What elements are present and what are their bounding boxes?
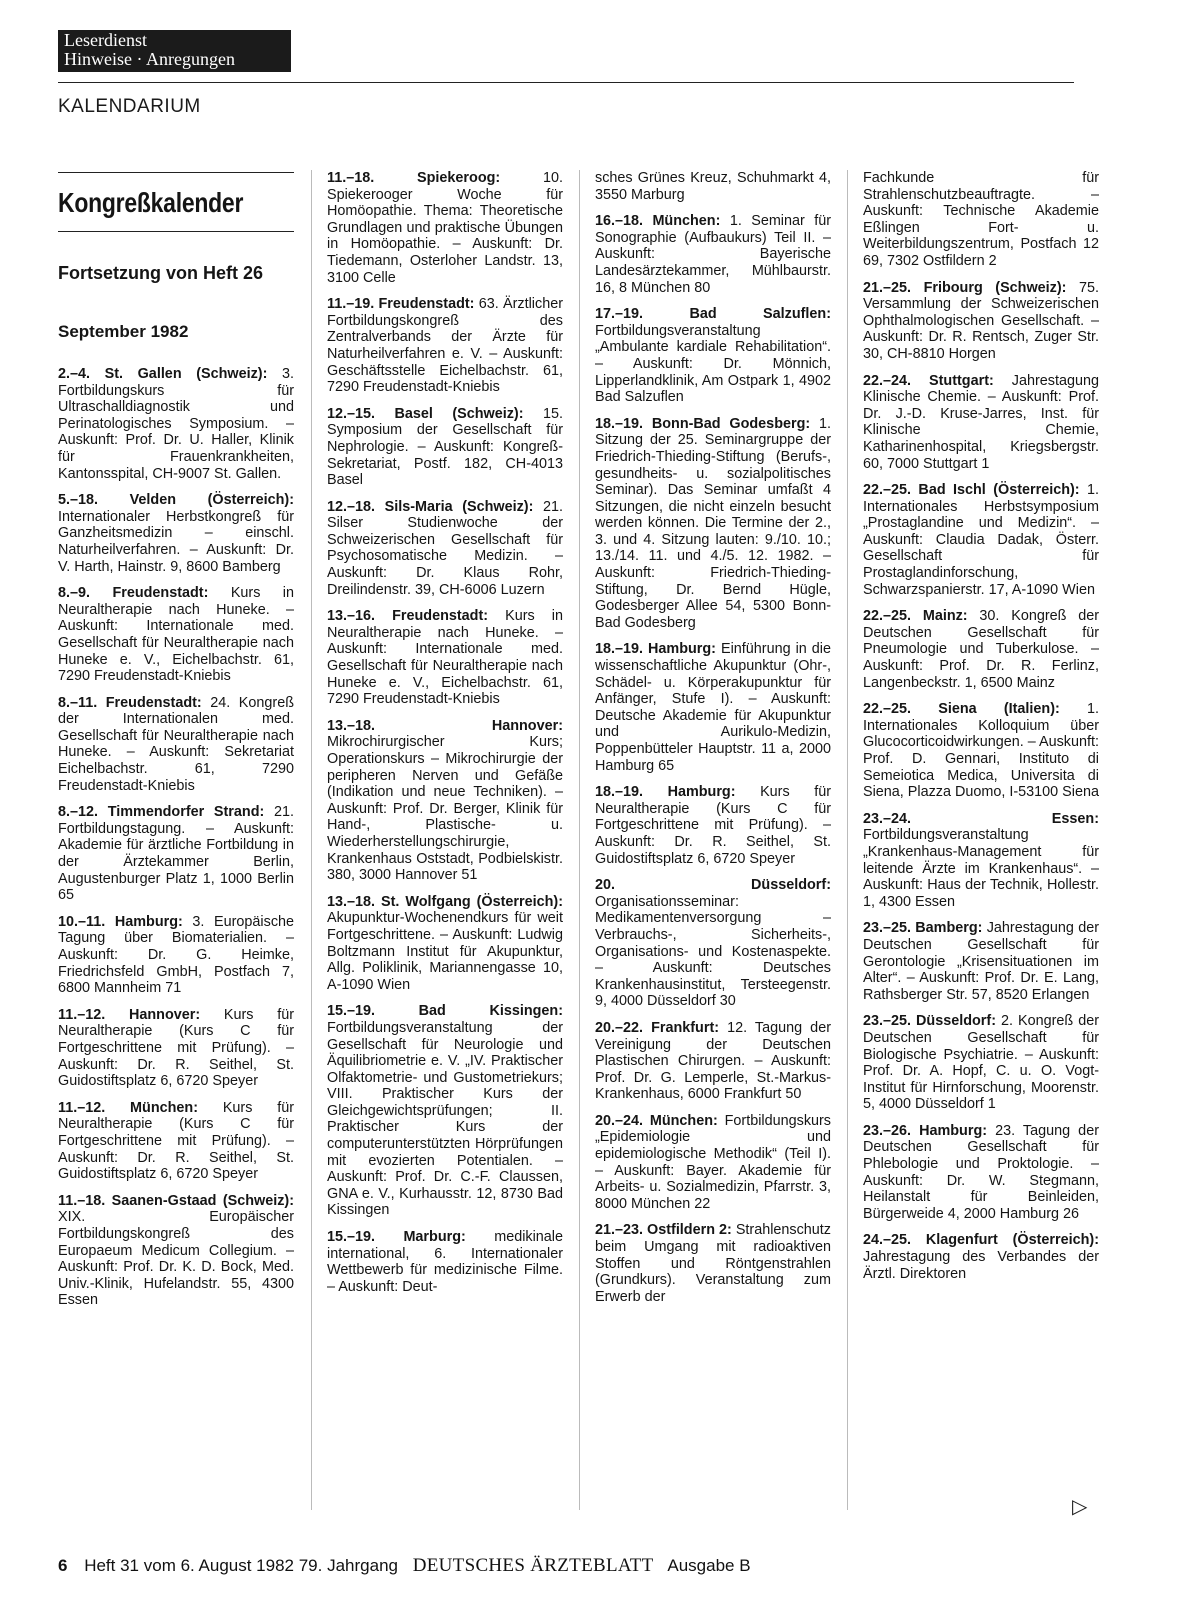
entry-date: 20.–24.: [595, 1112, 644, 1129]
entry-date: 18.–19.: [595, 641, 644, 658]
calendar-entry: [327, 1003, 563, 1219]
entry-date: 18.–19.: [595, 415, 644, 432]
entry-text: Fortbildungsveranstaltung „Ambulante kardiale Rehabilitation“. – Auskunft: Dr. Mönnich, Lipperlandklinik, Am Ostpark 1, 4902 Bad Salzuflen: [595, 322, 831, 406]
entry-place: Bad Ischl (Österreich):: [918, 482, 1080, 499]
column-divider: [311, 170, 312, 1510]
entry-place: Bonn-Bad Godesberg:: [651, 415, 811, 432]
entry-date: 13.–16.: [327, 608, 376, 625]
entry-date: 2.–4.: [58, 366, 91, 382]
calendar-entry: [327, 170, 563, 286]
entry-place: Frankfurt:: [651, 1019, 720, 1036]
calendar-entry: [58, 1007, 294, 1090]
entry-text: Organisationsseminar: Medikamentenversorgung – Verbrauchs-, Sicherheits-, Organisations- und Kostenaspekte. – Auskunft: Deutsches Krankenhausinstitut, Tersteegenstr. 9, 4000 Düsseldorf 30: [595, 893, 831, 1010]
entry-text: Kurs für Neuraltherapie (Kurs C für Fortgeschrittene mit Prüfung). – Auskunft: Dr. R. Seithel, St. Guidostiftsplatz 6, 6720 Speyer: [58, 1006, 294, 1090]
entry-text: Internationaler Herbstkongreß für Ganzheitsmedizin – einschl. Naturheilverfahren. – Auskunft: Dr. V. Harth, Hainstr. 9, 8600 Bamberg: [58, 508, 294, 575]
calendar-entry: [863, 701, 1099, 801]
calendar-entry: [863, 920, 1099, 1003]
entry-text: Kurs für Neuraltherapie (Kurs C für Fortgeschrittene mit Prüfung). – Auskunft: Dr. R. Seithel, St. Guidostiftsplatz 6, 6720 Speyer: [58, 1099, 295, 1183]
entry-date: 20.: [595, 877, 616, 894]
entry-text: 1. Internationales Kolloquium über Glucocorticoidwirkungen. – Auskunft: Prof. D. Gennari, Instituto di Semeiotica Medica, Universita di Siena, Plazza Duomo, I-53100 Siena: [863, 701, 1099, 801]
entry-place: Hannover:: [491, 717, 563, 734]
entry-text: Einführung in die wissenschaftliche Akupunktur (Ohr-, Schädel- u. Körperakupunktur für Anfänger, Stufe I). – Auskunft: Deutsche Akademie für Akupunktur und Aurikulo-Medizin, Poppenbütteler Hauptstr. 11 a, 2000 Hamburg 65: [595, 641, 831, 774]
calendar-entry: [595, 784, 831, 867]
entry-place: Bad Salzuflen:: [689, 306, 831, 323]
entry-date: 11.–12.: [58, 1006, 106, 1023]
entry-date: 24.–25.: [863, 1232, 912, 1249]
calendar-entry: [58, 914, 294, 997]
entry-date: 15.–19.: [327, 1229, 376, 1246]
calendar-entry: [58, 1193, 294, 1309]
entry-place: St. Wolfgang (Österreich):: [381, 893, 563, 910]
column-divider: [847, 170, 848, 1510]
triangle-right-icon: ▷: [1072, 1496, 1088, 1518]
calendar-entry: [863, 1232, 1099, 1282]
calendar-entry: [595, 416, 831, 632]
entry-date: 23.–25.: [863, 920, 912, 937]
calendar-entry: [327, 296, 563, 396]
entry-text: 1. Seminar für Sonographie (Aufbaukurs) Teil II. – Auskunft: Bayerische Landesärztekammer, Mühlbaurstr. 16, 8 München 80: [595, 213, 832, 296]
entry-place: Velden (Österreich):: [129, 492, 294, 509]
entry-date: 17.–19.: [595, 306, 644, 323]
calendar-entry: [58, 804, 294, 904]
calendar-entry: [327, 499, 563, 599]
entry-text: 1. Internationales Herbstsymposium „Prostaglandine und Medizin“. – Auskunft: Claudia Dadak, Österr. Gesellschaft für Prostaglandinforschung, Schwarzspanierstr. 17, A-1090 Wien: [863, 482, 1099, 598]
entry-text: 10. Spiekerooger Woche für Homöopathie. Thema: Theoretische Grundlagen und praktische Übungen in Homöopathie. – Auskunft: Dr. Tiedemann, Osterloher Landstr. 13, 3100 Celle: [327, 170, 564, 286]
entry-place: Hamburg:: [919, 1122, 988, 1139]
entry-place: Bad Kissingen:: [418, 1003, 564, 1020]
calendar-entry: [327, 608, 563, 708]
column-4: [863, 170, 1099, 1292]
entry-date: 21.–25.: [863, 279, 912, 296]
calendar-entry: [595, 170, 831, 203]
entry-date: 23.–24.: [863, 810, 912, 827]
entry-text: Strahlenschutz beim Umgang mit radioaktiven Stoffen und Röntgenstrahlen (Grundkurs). Veranstaltung zum Erwerb der: [595, 1222, 832, 1305]
entry-date: 22.–24.: [863, 372, 912, 389]
calendar-entry: [58, 695, 294, 795]
title-rule-bottom: [58, 231, 294, 232]
entry-place: Spiekeroog:: [417, 170, 501, 186]
entry-text: 1. Sitzung der 25. Seminargruppe der Friedrich-Thieding-Stiftung (Berufs-, gesundheits- u. sozialpolitisches Seminar). Das Seminar umfaßt 4 Sitzungen, die nicht einzeln besucht werden können. Die Termine der 2., 3. und 4. Sitzung lauten: 9./10. 10.; 13./14. 11. und 4./5. 12. 1982. – Auskunft: Friedrich-Thieding-Stiftung, Dr. Bernd Hügle, Godesberger Allee 54, 5300 Bonn-Bad Godesberg: [595, 415, 832, 631]
entry-place: Düsseldorf:: [916, 1013, 996, 1030]
month-heading: September 1982: [58, 322, 189, 341]
entry-place: Freudenstadt:: [105, 694, 202, 711]
entry-place: München:: [130, 1099, 198, 1116]
entry-text: 12. Tagung der Vereinigung der Deutschen Plastischen Chirurgen. – Auskunft: Prof. Dr. G. Lemperle, St.-Markus-Krankenhaus, 6000 Frankfurt 50: [595, 1019, 831, 1103]
entry-place: Ostfildern 2:: [647, 1222, 732, 1239]
entry-place: Fribourg (Schweiz):: [923, 279, 1067, 296]
entry-place: Basel (Schweiz):: [394, 405, 524, 422]
entry-date: 12.–15.: [327, 405, 376, 422]
calendar-entry: [595, 213, 831, 296]
issue-info: Heft 31 vom 6. August 1982 79. Jahrgang: [84, 1556, 398, 1575]
calendar-entry: [58, 1100, 294, 1183]
calendar-entry: [327, 718, 563, 884]
entry-date: 21.–23.: [595, 1222, 644, 1239]
entry-text: 24. Kongreß der Internationalen med. Gesellschaft für Neuraltherapie nach Huneke. – Auskunft: Sekretariat Eichelbachstr. 61, 7290 Freudenstadt-Kniebis: [58, 694, 295, 794]
entry-place: Sils-Maria (Schweiz):: [384, 498, 534, 515]
entry-date: 23.–26.: [863, 1122, 912, 1139]
entry-place: Timmendorfer Strand:: [107, 804, 265, 821]
calendar-entry: [595, 306, 831, 406]
entry-text: Akupunktur-Wochenendkurs für weit Fortgeschrittene. – Auskunft: Ludwig Boltzmann Institut für Akupunktur, Allg. Poliklinik, Mariannengasse 10, A-1090 Wien: [327, 910, 563, 993]
entry-text: Jahrestagung der Deutschen Gesellschaft für Gerontologie „Krisensituationen im Alter“. – Auskunft: Prof. Dr. E. Lang, Rathsberger Str. 57, 8520 Erlangen: [863, 920, 1099, 1003]
entry-text: Kurs in Neuraltherapie nach Huneke. – Auskunft: Internationale med. Gesellschaft für Neuraltherapie nach Huneke e. V., Eichelbachstr. 61, 7290 Freudenstadt-Kniebis: [58, 585, 295, 685]
calendar-entry: [863, 811, 1099, 911]
column-1: [58, 172, 294, 1319]
entry-text: 3. Fortbildungskurs für Ultraschalldiagnostik und Perinatologisches Symposium. – Auskunft: Prof. Dr. U. Haller, Klinik für Frauenkrankheiten, Kantonsspital, CH-9007 St. Gallen.: [58, 366, 294, 482]
entry-place: St. Gallen (Schweiz):: [104, 366, 268, 382]
entry-date: 5.–18.: [58, 492, 99, 509]
entry-text: Kurs für Neuraltherapie (Kurs C für Fortgeschrittene mit Prüfung). – Auskunft: Dr. R. Seithel, St. Guidostiftsplatz 6, 6720 Speyer: [595, 784, 832, 867]
section-label: KALENDARIUM: [58, 96, 201, 117]
page-footer: [58, 1555, 751, 1577]
entry-place: Stuttgart:: [929, 372, 994, 389]
title-rule-top: [58, 172, 294, 173]
entry-text: 63. Ärztlicher Fortbildungskongreß des Zentralverbands der Ärzte für Naturheilverfahren e. V. – Auskunft: Geschäftsstelle Eichelbachstr. 61, 7290 Freudenstadt-Kniebis: [327, 296, 564, 396]
entry-date: 8.–11.: [58, 694, 98, 711]
section-header-box: [58, 30, 291, 72]
entry-place: Hamburg:: [667, 784, 736, 801]
entry-text: 30. Kongreß der Deutschen Gesellschaft für Pneumologie und Tuberkulose. – Auskunft: Prof. Dr. R. Ferlinz, Langenbeckstr. 1, 6500 Mainz: [863, 608, 1100, 691]
entry-place: Klagenfurt (Österreich):: [925, 1232, 1099, 1249]
entry-text: 21. Fortbildungstagung. – Auskunft: Akademie für ärztliche Fortbildung in der Ärztekammer Berlin, Augustenburger Platz 1, 1000 Berlin 65: [58, 804, 294, 904]
entry-text: Mikrochirurgischer Kurs; Operationskurs – Mikrochirurgie der peripheren Nerven und Gefäße (Indikation und neue Techniken). – Auskunft: Prof. Dr. Berger, Klinik für Hand-, Plastische- u. Wiederherstellungschirurgie, Krankenhaus Oststadt, Podbielskistr. 380, 3000 Hannover 51: [327, 734, 563, 884]
journal-name: DEUTSCHES ÄRZTEBLATT: [412, 1555, 654, 1576]
entry-text: 75. Versammlung der Schweizerischen Ophthalmologischen Gesellschaft. – Auskunft: Dr. R. Rentsch, Zuger Str. 30, CH-8810 Horgen: [863, 279, 1100, 362]
entry-place: Saanen-Gstaad (Schweiz):: [111, 1192, 294, 1209]
calendar-entry: [863, 280, 1099, 363]
entry-text: 15. Symposium der Gesellschaft für Nephrologie. – Auskunft: Kongreß-Sekretariat, Postf. 182, CH-4013 Basel: [327, 405, 563, 489]
entry-place: Bamberg:: [915, 920, 983, 937]
calendar-entry: [595, 641, 831, 774]
entry-text: XIX. Europäischer Fortbildungskongreß des Europaeum Medicum Collegium. – Auskunft: Prof. Dr. K. D. Bock, Med. Univ.-Klinik, Hufelandstr. 55, 4300 Essen: [58, 1209, 294, 1309]
subtitle: Fortsetzung von Heft 26: [58, 263, 264, 283]
entry-date: 20.–22.: [595, 1019, 644, 1036]
entry-text: medikinale international, 6. Internationaler Wettbewerb für medizinische Filme. – Auskunft: Deut-: [327, 1229, 564, 1295]
entry-text: 23. Tagung der Deutschen Gesellschaft für Phlebologie und Proktologie. – Auskunft: Dr. W. Stegmann, Heilanstalt für Beinleiden, Bürgerweide 4, 2000 Hamburg 26: [863, 1122, 1099, 1222]
entry-place: Siena (Italien):: [938, 701, 1060, 718]
entry-place: München:: [652, 213, 721, 230]
entry-place: Düsseldorf:: [751, 877, 831, 894]
calendar-entry: [863, 1013, 1099, 1113]
entry-date: 18.–19.: [595, 784, 644, 801]
calendar-entry: [863, 1123, 1099, 1223]
entry-date: 22.–25.: [863, 701, 912, 718]
entry-text: 2. Kongreß der Deutschen Gesellschaft für Biologische Psychiatrie. – Auskunft: Prof. Dr. A. Hopf, C. u. O. Vogt-Institut für Hirnforschung, Moorenstr. 5, 4000 Düsseldorf 1: [863, 1013, 1100, 1113]
entry-place: Freudenstadt:: [112, 585, 209, 602]
calendar-entry: [863, 170, 1099, 270]
entry-date: 10.–11.: [58, 913, 106, 930]
entry-date: 11.–12.: [58, 1099, 106, 1116]
entry-date: 15.–19.: [327, 1003, 376, 1020]
calendar-entry: [595, 1113, 831, 1213]
entry-place: Hamburg:: [114, 913, 183, 930]
entry-date: 16.–18.: [595, 213, 644, 230]
entry-text: 21. Silser Studienwoche der Schweizerischen Gesellschaft für Psychosomatische Medizin. – Auskunft: Dr. Klaus Rohr, Dreilindenstr. 39, CH-6006 Luzern: [327, 498, 563, 598]
calendar-entry: [863, 608, 1099, 691]
entry-date: 23.–25.: [863, 1013, 912, 1030]
entry-date: 8.–12.: [58, 804, 99, 821]
calendar-entry: [595, 877, 831, 1010]
entry-place: Freudenstadt:: [378, 296, 475, 313]
page-number: 6: [58, 1556, 68, 1575]
page-title: Kongreßkalender: [58, 187, 244, 218]
calendar-entry: [863, 482, 1099, 598]
entry-text: Fachkunde für Strahlenschutzbeauftragte. – Auskunft: Technische Akademie Eßlingen Fort- u. Weiterbildungszentrum, Postfach 12 69, 7302 Ostfildern 2: [863, 170, 1099, 269]
entry-date: 13.–18.: [327, 717, 376, 734]
entry-place: München:: [649, 1112, 718, 1129]
calendar-entry: [595, 1020, 831, 1103]
column-3: [595, 170, 831, 1315]
entry-date: 22.–25.: [863, 608, 912, 625]
calendar-entry: [595, 1222, 831, 1305]
entry-date: 11.–18.: [58, 1192, 106, 1209]
entry-date: 22.–25.: [863, 482, 912, 499]
entry-date: 13.–18.: [327, 893, 376, 910]
entry-text: Fortbildungsveranstaltung der Gesellschaft für Neurologie und Äquilibriometrie e. V. „IV. Praktischer Olfaktometrie- und Gustometriekurs; VIII. Praktischer Kurs der Gleichgewichtsprüfungen; II. Praktischer Kurs der computerunterstützten Hörprüfungen mit evozierten Potentialen. – Auskunft: Prof. Dr. C.-F. Claussen, GNA e. V., Kurhausstr. 12, 8730 Bad Kissingen: [327, 1019, 563, 1219]
calendar-entry: [863, 373, 1099, 473]
column-2: [327, 170, 563, 1305]
column-divider: [579, 170, 580, 1510]
entry-place: Hamburg:: [648, 641, 716, 658]
entry-place: Marburg:: [403, 1229, 466, 1246]
calendar-entry: [327, 406, 563, 489]
edition: Ausgabe B: [667, 1556, 751, 1575]
header-box-line2: Hinweise · Anregungen: [64, 49, 235, 69]
entry-date: 12.–18.: [327, 498, 376, 515]
entry-text: Jahrestagung des Verbandes der Ärztl. Direktoren: [863, 1249, 1099, 1282]
entry-date: 11.–19.: [327, 296, 375, 313]
header-rule: [58, 82, 1074, 83]
calendar-entry: [58, 492, 294, 575]
entry-text: sches Grünes Kreuz, Schuhmarkt 4, 3550 Marburg: [595, 170, 831, 203]
entry-place: Freudenstadt:: [392, 608, 489, 625]
header-box-line1: Leserdienst: [64, 30, 147, 50]
entry-text: Fortbildungsveranstaltung „Krankenhaus-Management für leitende Ärzte im Krankenhaus“. – Auskunft: Haus der Technik, Hollestr. 1, 4300 Essen: [863, 827, 1099, 910]
calendar-entry: [327, 1229, 563, 1295]
entry-place: Hannover:: [128, 1006, 201, 1023]
entry-text: Kurs in Neuraltherapie nach Huneke. – Auskunft: Internationale med. Gesellschaft für Neuraltherapie nach Huneke e. V., Eichelbachstr. 61, 7290 Freudenstadt-Kniebis: [327, 608, 563, 708]
calendar-entry: [327, 894, 563, 994]
entry-date: 11.–18.: [327, 170, 375, 186]
entry-text: Fortbildungskurs „Epidemiologie und epidemiologische Methodik“ (Teil I). – Auskunft: Bayer. Akademie für Arbeits- u. Sozialmedizin, Pfarrstr. 3, 8000 München 22: [595, 1112, 832, 1212]
entry-place: Mainz:: [922, 608, 968, 625]
entry-text: 3. Europäische Tagung über Biomaterialien. – Auskunft: Dr. G. Heimke, Friedrichsfeld GmbH, Postfach 7, 6800 Mannheim 71: [58, 913, 295, 997]
entry-date: 8.–9.: [58, 585, 91, 602]
calendar-entry: [58, 585, 294, 685]
entry-text: Jahrestagung Klinische Chemie. – Auskunft: Prof. Dr. J.-D. Kruse-Jarres, Inst. für Klinische Chemie, Katharinenhospital, Kriegsbergstr. 60, 7000 Stuttgart 1: [863, 372, 1100, 472]
entry-place: Essen:: [1051, 810, 1099, 827]
calendar-entry: [58, 366, 294, 482]
